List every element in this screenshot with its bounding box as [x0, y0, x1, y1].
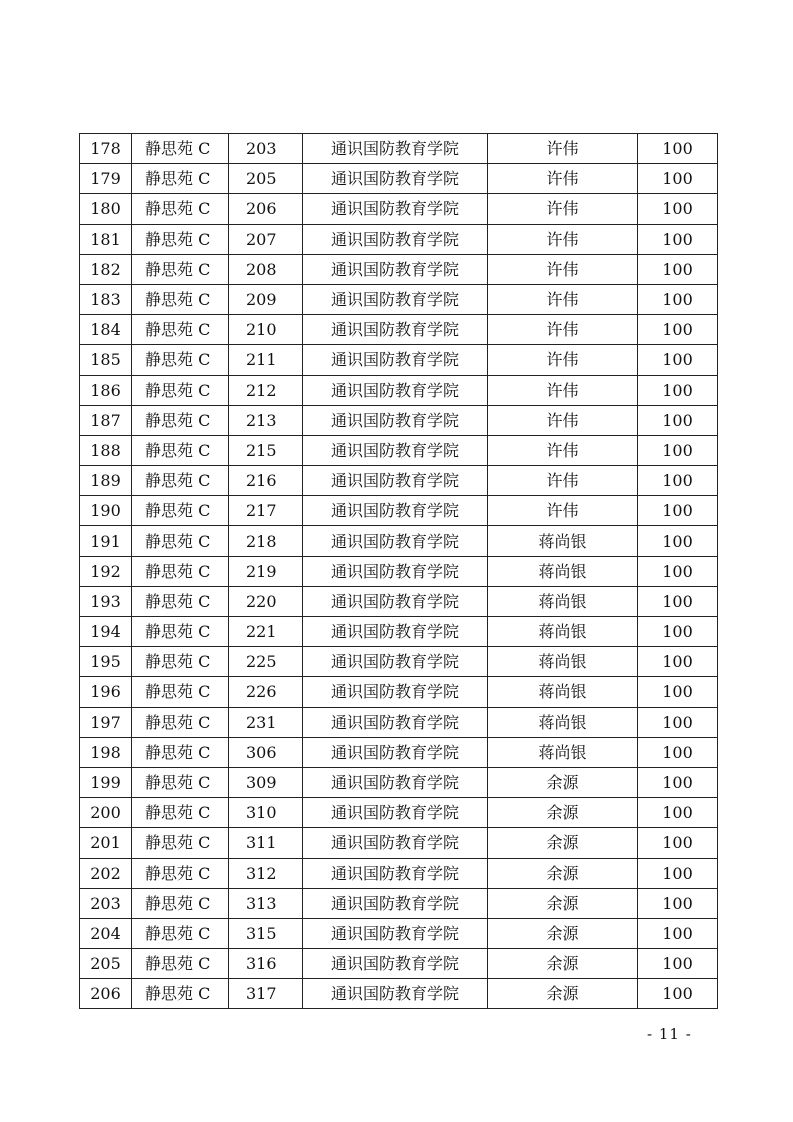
cell-room: 212 — [229, 375, 303, 405]
table-row — [80, 677, 718, 707]
cell-room: 306 — [229, 737, 303, 767]
cell-index: 186 — [80, 375, 132, 405]
table-row — [80, 164, 718, 194]
cell-room: 315 — [229, 918, 303, 948]
table-row — [80, 556, 718, 586]
table-row — [80, 798, 718, 828]
cell-building: 静思苑 C — [132, 224, 229, 254]
cell-person: 许伟 — [488, 315, 638, 345]
cell-person: 许伟 — [488, 466, 638, 496]
cell-score: 100 — [638, 224, 718, 254]
cell-score: 100 — [638, 858, 718, 888]
table-row — [80, 134, 718, 164]
cell-score: 100 — [638, 677, 718, 707]
cell-room: 220 — [229, 586, 303, 616]
cell-score: 100 — [638, 828, 718, 858]
table-row — [80, 707, 718, 737]
table-row — [80, 496, 718, 526]
cell-room: 208 — [229, 254, 303, 284]
cell-building: 静思苑 C — [132, 466, 229, 496]
cell-building: 静思苑 C — [132, 828, 229, 858]
cell-room: 213 — [229, 405, 303, 435]
cell-person: 许伟 — [488, 224, 638, 254]
cell-building: 静思苑 C — [132, 315, 229, 345]
cell-score: 100 — [638, 617, 718, 647]
cell-person: 余源 — [488, 918, 638, 948]
cell-person: 余源 — [488, 979, 638, 1009]
cell-room: 205 — [229, 164, 303, 194]
cell-index: 181 — [80, 224, 132, 254]
cell-college: 通识国防教育学院 — [303, 134, 488, 164]
cell-room: 226 — [229, 677, 303, 707]
table-row — [80, 647, 718, 677]
table-row — [80, 254, 718, 284]
cell-person: 许伟 — [488, 405, 638, 435]
cell-building: 静思苑 C — [132, 677, 229, 707]
cell-index: 185 — [80, 345, 132, 375]
cell-person: 余源 — [488, 949, 638, 979]
cell-building: 静思苑 C — [132, 284, 229, 314]
table-row — [80, 435, 718, 465]
cell-score: 100 — [638, 556, 718, 586]
cell-college: 通识国防教育学院 — [303, 918, 488, 948]
cell-score: 100 — [638, 647, 718, 677]
cell-score: 100 — [638, 737, 718, 767]
cell-index: 178 — [80, 134, 132, 164]
cell-index: 191 — [80, 526, 132, 556]
cell-room: 218 — [229, 526, 303, 556]
cell-room: 313 — [229, 888, 303, 918]
cell-building: 静思苑 C — [132, 858, 229, 888]
cell-person: 蒋尚银 — [488, 677, 638, 707]
cell-building: 静思苑 C — [132, 345, 229, 375]
cell-room: 217 — [229, 496, 303, 526]
cell-person: 蒋尚银 — [488, 647, 638, 677]
cell-score: 100 — [638, 918, 718, 948]
cell-score: 100 — [638, 888, 718, 918]
cell-person: 许伟 — [488, 254, 638, 284]
cell-college: 通识国防教育学院 — [303, 254, 488, 284]
cell-score: 100 — [638, 375, 718, 405]
cell-room: 210 — [229, 315, 303, 345]
table-row — [80, 345, 718, 375]
cell-building: 静思苑 C — [132, 405, 229, 435]
cell-college: 通识国防教育学院 — [303, 526, 488, 556]
cell-score: 100 — [638, 435, 718, 465]
cell-person: 余源 — [488, 767, 638, 797]
cell-score: 100 — [638, 586, 718, 616]
cell-person: 许伟 — [488, 164, 638, 194]
cell-index: 194 — [80, 617, 132, 647]
cell-room: 203 — [229, 134, 303, 164]
cell-college: 通识国防教育学院 — [303, 496, 488, 526]
cell-person: 余源 — [488, 798, 638, 828]
cell-college: 通识国防教育学院 — [303, 375, 488, 405]
cell-person: 蒋尚银 — [488, 526, 638, 556]
cell-score: 100 — [638, 194, 718, 224]
cell-college: 通识国防教育学院 — [303, 466, 488, 496]
cell-college: 通识国防教育学院 — [303, 617, 488, 647]
cell-index: 203 — [80, 888, 132, 918]
cell-building: 静思苑 C — [132, 798, 229, 828]
table-row — [80, 858, 718, 888]
table-row — [80, 979, 718, 1009]
cell-score: 100 — [638, 496, 718, 526]
cell-person: 许伟 — [488, 284, 638, 314]
cell-index: 198 — [80, 737, 132, 767]
cell-room: 310 — [229, 798, 303, 828]
table-row — [80, 888, 718, 918]
table-row — [80, 918, 718, 948]
cell-person: 许伟 — [488, 435, 638, 465]
cell-score: 100 — [638, 767, 718, 797]
cell-room: 309 — [229, 767, 303, 797]
cell-score: 100 — [638, 979, 718, 1009]
table-row — [80, 737, 718, 767]
cell-index: 183 — [80, 284, 132, 314]
cell-score: 100 — [638, 284, 718, 314]
cell-index: 184 — [80, 315, 132, 345]
cell-index: 206 — [80, 979, 132, 1009]
cell-room: 219 — [229, 556, 303, 586]
cell-person: 蒋尚银 — [488, 617, 638, 647]
table-row — [80, 466, 718, 496]
cell-index: 202 — [80, 858, 132, 888]
cell-building: 静思苑 C — [132, 888, 229, 918]
cell-index: 205 — [80, 949, 132, 979]
cell-room: 316 — [229, 949, 303, 979]
cell-college: 通识国防教育学院 — [303, 284, 488, 314]
cell-index: 199 — [80, 767, 132, 797]
cell-college: 通识国防教育学院 — [303, 194, 488, 224]
cell-index: 189 — [80, 466, 132, 496]
cell-college: 通识国防教育学院 — [303, 315, 488, 345]
cell-person: 许伟 — [488, 345, 638, 375]
cell-building: 静思苑 C — [132, 647, 229, 677]
cell-building: 静思苑 C — [132, 707, 229, 737]
cell-index: 204 — [80, 918, 132, 948]
cell-index: 188 — [80, 435, 132, 465]
cell-person: 蒋尚银 — [488, 556, 638, 586]
cell-person: 蒋尚银 — [488, 707, 638, 737]
cell-college: 通识国防教育学院 — [303, 767, 488, 797]
cell-college: 通识国防教育学院 — [303, 858, 488, 888]
table-row — [80, 194, 718, 224]
table-row — [80, 828, 718, 858]
cell-person: 蒋尚银 — [488, 586, 638, 616]
cell-index: 182 — [80, 254, 132, 284]
cell-person: 许伟 — [488, 496, 638, 526]
cell-index: 200 — [80, 798, 132, 828]
cell-college: 通识国防教育学院 — [303, 586, 488, 616]
cell-building: 静思苑 C — [132, 194, 229, 224]
cell-college: 通识国防教育学院 — [303, 164, 488, 194]
cell-score: 100 — [638, 798, 718, 828]
table-row — [80, 224, 718, 254]
cell-person: 余源 — [488, 888, 638, 918]
cell-building: 静思苑 C — [132, 375, 229, 405]
cell-person: 许伟 — [488, 375, 638, 405]
cell-score: 100 — [638, 466, 718, 496]
cell-person: 余源 — [488, 858, 638, 888]
table-row — [80, 949, 718, 979]
cell-person: 余源 — [488, 828, 638, 858]
cell-building: 静思苑 C — [132, 767, 229, 797]
cell-building: 静思苑 C — [132, 737, 229, 767]
cell-college: 通识国防教育学院 — [303, 647, 488, 677]
cell-person: 蒋尚银 — [488, 737, 638, 767]
cell-score: 100 — [638, 707, 718, 737]
cell-college: 通识国防教育学院 — [303, 888, 488, 918]
cell-index: 192 — [80, 556, 132, 586]
cell-college: 通识国防教育学院 — [303, 224, 488, 254]
table-body — [80, 134, 718, 1009]
cell-score: 100 — [638, 345, 718, 375]
cell-room: 206 — [229, 194, 303, 224]
cell-college: 通识国防教育学院 — [303, 979, 488, 1009]
cell-building: 静思苑 C — [132, 617, 229, 647]
cell-room: 312 — [229, 858, 303, 888]
table-row — [80, 617, 718, 647]
cell-college: 通识国防教育学院 — [303, 345, 488, 375]
cell-room: 221 — [229, 617, 303, 647]
cell-room: 215 — [229, 435, 303, 465]
page-number: - 11 - — [647, 1025, 692, 1043]
cell-room: 231 — [229, 707, 303, 737]
cell-building: 静思苑 C — [132, 918, 229, 948]
table-row — [80, 375, 718, 405]
cell-building: 静思苑 C — [132, 496, 229, 526]
cell-building: 静思苑 C — [132, 435, 229, 465]
cell-index: 187 — [80, 405, 132, 435]
table-row — [80, 405, 718, 435]
cell-college: 通识国防教育学院 — [303, 949, 488, 979]
table-row — [80, 767, 718, 797]
cell-college: 通识国防教育学院 — [303, 677, 488, 707]
cell-room: 211 — [229, 345, 303, 375]
cell-college: 通识国防教育学院 — [303, 405, 488, 435]
table-row — [80, 526, 718, 556]
table-row — [80, 284, 718, 314]
cell-index: 197 — [80, 707, 132, 737]
cell-building: 静思苑 C — [132, 134, 229, 164]
cell-score: 100 — [638, 526, 718, 556]
cell-score: 100 — [638, 405, 718, 435]
cell-room: 225 — [229, 647, 303, 677]
cell-index: 201 — [80, 828, 132, 858]
cell-building: 静思苑 C — [132, 949, 229, 979]
cell-score: 100 — [638, 134, 718, 164]
cell-college: 通识国防教育学院 — [303, 556, 488, 586]
table-row — [80, 315, 718, 345]
cell-index: 180 — [80, 194, 132, 224]
cell-room: 216 — [229, 466, 303, 496]
cell-room: 207 — [229, 224, 303, 254]
cell-score: 100 — [638, 164, 718, 194]
cell-index: 195 — [80, 647, 132, 677]
cell-score: 100 — [638, 315, 718, 345]
cell-college: 通识国防教育学院 — [303, 828, 488, 858]
cell-index: 179 — [80, 164, 132, 194]
cell-room: 209 — [229, 284, 303, 314]
cell-building: 静思苑 C — [132, 164, 229, 194]
cell-person: 许伟 — [488, 194, 638, 224]
cell-building: 静思苑 C — [132, 979, 229, 1009]
cell-person: 许伟 — [488, 134, 638, 164]
cell-building: 静思苑 C — [132, 254, 229, 284]
cell-college: 通识国防教育学院 — [303, 798, 488, 828]
cell-building: 静思苑 C — [132, 556, 229, 586]
cell-index: 193 — [80, 586, 132, 616]
cell-room: 317 — [229, 979, 303, 1009]
cell-score: 100 — [638, 949, 718, 979]
cell-index: 196 — [80, 677, 132, 707]
cell-building: 静思苑 C — [132, 586, 229, 616]
data-table — [79, 133, 718, 1009]
cell-building: 静思苑 C — [132, 526, 229, 556]
cell-college: 通识国防教育学院 — [303, 435, 488, 465]
table-row — [80, 586, 718, 616]
cell-college: 通识国防教育学院 — [303, 737, 488, 767]
cell-college: 通识国防教育学院 — [303, 707, 488, 737]
cell-index: 190 — [80, 496, 132, 526]
cell-score: 100 — [638, 254, 718, 284]
cell-room: 311 — [229, 828, 303, 858]
